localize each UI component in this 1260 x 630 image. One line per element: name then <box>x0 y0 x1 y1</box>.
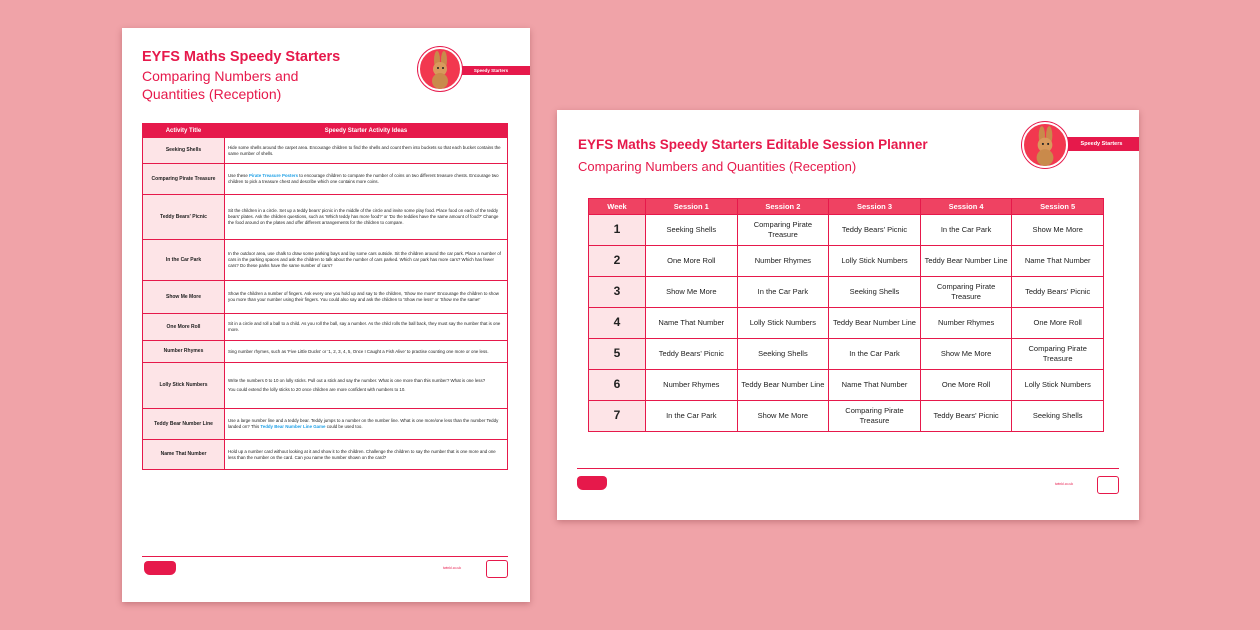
table-row <box>143 314 508 341</box>
session-cell[interactable]: Number Rhymes <box>920 308 1012 339</box>
page-title: EYFS Maths Speedy Starters <box>142 49 341 65</box>
column-header-session-5: Session 5 <box>1012 199 1104 215</box>
description-text: to encourage children to compare the number of coins on two different treasure chests. Encourage two children to pick a treasure chest and describe which one contains more coins. <box>228 173 499 184</box>
table-row <box>143 164 508 195</box>
column-header-session-3: Session 3 <box>829 199 921 215</box>
session-cell[interactable]: Teddy Bear Number Line <box>737 370 829 401</box>
session-cell[interactable]: Show Me More <box>1012 215 1104 246</box>
activity-name: Number Rhymes <box>143 341 225 363</box>
activity-description: Sing number rhymes, such as 'Five Little Ducks' or '1, 2, 3, 4, 5, Once I Caught a Fish Alive' to practise counting one more or one less. <box>225 341 508 363</box>
session-cell[interactable]: Teddy Bears' Picnic <box>829 215 921 246</box>
twinkl-logo-icon <box>144 561 176 575</box>
footer-url: twinkl.co.uk <box>443 566 462 570</box>
week-number: 3 <box>589 277 646 308</box>
description-text: Use these <box>228 173 249 179</box>
subtitle-line-1: Comparing Numbers and <box>142 68 299 84</box>
column-header-session-4: Session 4 <box>920 199 1012 215</box>
session-cell[interactable]: Seeking Shells <box>1012 401 1104 432</box>
session-cell[interactable]: Number Rhymes <box>646 370 738 401</box>
session-cell[interactable]: Teddy Bears' Picnic <box>920 401 1012 432</box>
table-row <box>143 138 508 164</box>
session-cell[interactable]: Seeking Shells <box>646 215 738 246</box>
week-number: 1 <box>589 215 646 246</box>
activity-name: Teddy Bear Number Line <box>143 409 225 440</box>
table-row <box>143 363 508 409</box>
twinkl-logo-icon <box>577 476 607 490</box>
table-row <box>143 341 508 363</box>
session-cell[interactable]: Name That Number <box>829 370 921 401</box>
session-cell[interactable]: Teddy Bears' Picnic <box>1012 277 1104 308</box>
table-row <box>143 409 508 440</box>
column-header-session-2: Session 2 <box>737 199 829 215</box>
subtitle-line-2: Quantities (Reception) <box>142 85 282 102</box>
speedy-starters-badge: Speedy Starters <box>442 66 530 75</box>
description-text: Use a large number line and a teddy bear. Teddy jumps to a number on the number line. What is one more/one less than the number Teddy landed on? This <box>228 418 499 429</box>
pirate-treasure-posters-link[interactable]: Pirate Treasure Posters <box>249 173 299 179</box>
session-cell[interactable]: Lolly Stick Numbers <box>1012 370 1104 401</box>
rabbit-mascot-icon <box>418 47 462 91</box>
session-cell[interactable]: Number Rhymes <box>737 246 829 277</box>
footer-divider <box>142 556 508 557</box>
session-cell[interactable]: In the Car Park <box>646 401 738 432</box>
description-text: Write the numbers 0 to 10 on lolly sticks. Pull out a stick and say the number. What is one more than this number? What is one less? <box>228 378 486 384</box>
activity-name: Show Me More <box>143 281 225 314</box>
table-row <box>589 339 1104 370</box>
session-planner-page <box>557 110 1139 520</box>
activity-name: In the Car Park <box>143 240 225 281</box>
session-cell[interactable]: Lolly Stick Numbers <box>829 246 921 277</box>
activity-description <box>225 409 508 440</box>
session-cell[interactable]: Seeking Shells <box>737 339 829 370</box>
activity-name: Name That Number <box>143 440 225 470</box>
activity-name: Lolly Stick Numbers <box>143 363 225 409</box>
session-cell[interactable]: Name That Number <box>1012 246 1104 277</box>
table-row <box>589 370 1104 401</box>
column-header-activity-title: Activity Title <box>143 124 225 138</box>
session-cell[interactable]: Name That Number <box>646 308 738 339</box>
activity-name: One More Roll <box>143 314 225 341</box>
session-cell[interactable]: Show Me More <box>920 339 1012 370</box>
table-row <box>143 440 508 470</box>
activity-name: Seeking Shells <box>143 138 225 164</box>
activity-description: Show the children a number of fingers. Ask every one you hold up and say to the children, 'Show me more!' Encourage the children to show you more than your number using their fingers. You could also say and ask the children to 'Show me less!' or 'Show me the same!' <box>225 281 508 314</box>
footer-divider <box>577 468 1119 469</box>
session-cell[interactable]: In the Car Park <box>829 339 921 370</box>
session-cell[interactable]: Comparing Pirate Treasure <box>1012 339 1104 370</box>
quality-badge-icon <box>1097 476 1119 494</box>
activity-ideas-page <box>122 28 530 602</box>
activity-description: Sit the children in a circle. Set up a teddy bears' picnic in the middle of the circle and invite some play food. Place food on each of the teddy bears' plates. Ask the children questions, such as 'Which teddy has more food?' or 'Do the teddies have the same amount of food?' Change the food around on the plates and offer different arrangements for the children to compare. <box>225 195 508 240</box>
session-cell[interactable]: Teddy Bears' Picnic <box>646 339 738 370</box>
session-cell[interactable]: Lolly Stick Numbers <box>737 308 829 339</box>
activity-description <box>225 164 508 195</box>
session-cell[interactable]: Comparing Pirate Treasure <box>737 215 829 246</box>
planner-header-row <box>589 199 1104 215</box>
table-row <box>143 195 508 240</box>
session-cell[interactable]: One More Roll <box>920 370 1012 401</box>
week-number: 4 <box>589 308 646 339</box>
speedy-starters-badge: Speedy Starters <box>1052 137 1139 151</box>
session-planner-table <box>588 198 1104 432</box>
page-subtitle: Comparing Numbers and Quantities (Reception) <box>578 159 857 174</box>
activity-description: Hide some shells around the carpet area. Encourage children to find the shells and count them into buckets so that each bucket contains the same number of shells. <box>225 138 508 164</box>
description-extension: You could extend the lolly sticks to 20 once children are more confident with numbers to 10. <box>228 387 406 392</box>
session-cell[interactable]: Show Me More <box>737 401 829 432</box>
activity-name: Comparing Pirate Treasure <box>143 164 225 195</box>
quality-badge-icon <box>486 560 508 578</box>
session-cell[interactable]: Comparing Pirate Treasure <box>829 401 921 432</box>
session-cell[interactable]: Teddy Bear Number Line <box>829 308 921 339</box>
activity-name: Teddy Bears' Picnic <box>143 195 225 240</box>
page-subtitle <box>142 68 298 104</box>
session-cell[interactable]: In the Car Park <box>737 277 829 308</box>
week-number: 7 <box>589 401 646 432</box>
activity-description: Hold up a number card without looking at it and show it to the children. Challenge the children to say the number that is one more and one less than the number on the card. Can you name the number shown on the card? <box>225 440 508 470</box>
activity-description <box>225 363 508 409</box>
week-number: 6 <box>589 370 646 401</box>
description-text: could be used too. <box>325 424 363 429</box>
column-header-session-1: Session 1 <box>646 199 738 215</box>
session-cell[interactable]: Show Me More <box>646 277 738 308</box>
week-number: 2 <box>589 246 646 277</box>
session-cell[interactable]: In the Car Park <box>920 215 1012 246</box>
session-cell[interactable]: Teddy Bear Number Line <box>920 246 1012 277</box>
column-header-week: Week <box>589 199 646 215</box>
week-number: 5 <box>589 339 646 370</box>
session-cell[interactable]: One More Roll <box>646 246 738 277</box>
activity-description: In the outdoor area, use chalk to draw some parking bays and lay some cars outside. Sit the children around the car park. Place a number of cars in the parking spaces and ask the children to talk about the number of cars parked. Which car park has more cars? Which has fewer cars? Do these parks have the same number of cars? <box>225 240 508 281</box>
table-row <box>143 240 508 281</box>
table-row <box>589 401 1104 432</box>
table-row <box>589 246 1104 277</box>
table-row <box>143 281 508 314</box>
session-cell[interactable]: Seeking Shells <box>829 277 921 308</box>
page-title: EYFS Maths Speedy Starters Editable Session Planner <box>578 137 928 152</box>
table-row <box>589 308 1104 339</box>
column-header-activity-ideas: Speedy Starter Activity Ideas <box>225 124 508 138</box>
footer-url: twinkl.co.uk <box>1055 482 1074 486</box>
session-cell[interactable]: One More Roll <box>1012 308 1104 339</box>
rabbit-mascot-icon <box>1022 122 1068 168</box>
session-cell[interactable]: Comparing Pirate Treasure <box>920 277 1012 308</box>
activity-ideas-table <box>142 123 508 470</box>
table-row <box>589 215 1104 246</box>
table-row <box>589 277 1104 308</box>
teddy-bear-number-line-game-link[interactable]: Teddy Bear Number Line Game <box>260 424 326 429</box>
activity-description: Sit in a circle and roll a ball to a child. As you roll the ball, say a number. As the child rolls the ball back, they must say the number that is one more. <box>225 314 508 341</box>
